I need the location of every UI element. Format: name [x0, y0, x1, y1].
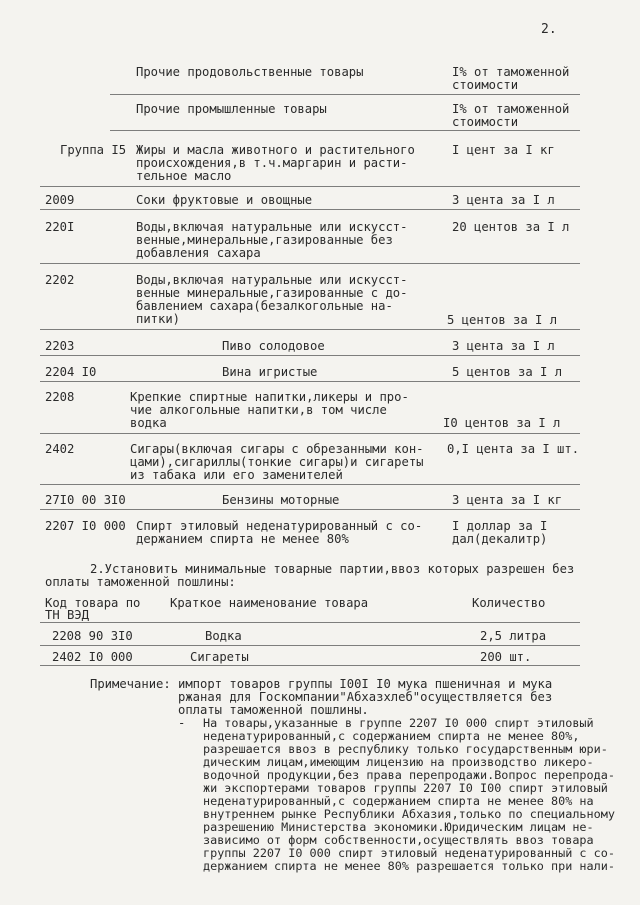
row-desc: водка — [130, 416, 167, 430]
row-desc: из табака или его заменителей — [130, 468, 343, 482]
row-desc: Воды,включая натуральные или искусст- — [136, 273, 408, 287]
note-line: жи экспортерами товаров группы 2207 I0 I00 спирт этиловый — [203, 781, 608, 795]
row-rate: I цент за I кг — [452, 143, 555, 157]
row-desc: чие алкогольные напитки,в том числе — [130, 403, 387, 417]
row-rate: 5 центов за I л — [452, 365, 563, 379]
note-line: разрешению Министерства экономики.Юридическим лицам не- — [203, 820, 594, 834]
note-line: неденатурированный,с содержанием спирта не менее 80% на — [203, 794, 594, 808]
table2-row-code: 2208 90 3I0 — [52, 629, 133, 643]
note-line: внутреннем рынке Республики Абхазия,только по специальному — [203, 807, 615, 821]
row-code: 2208 — [45, 390, 75, 404]
row-desc: Пиво солодовое — [222, 339, 325, 353]
note-dash: - — [178, 716, 186, 730]
note-line: зависимо от форм собственности,осуществлять ввоз товара — [203, 833, 594, 847]
note-line: держанием спирта не менее 80% разрешается только при нали- — [203, 859, 615, 873]
row-desc: Соки фруктовые и овощные — [136, 193, 313, 207]
note-line: оплаты таможенной пошлины. — [178, 703, 369, 717]
row-rate: I0 центов за I л — [443, 416, 561, 430]
row-desc: Воды,включая натуральные или искусст- — [136, 220, 408, 234]
row-rate: 20 центов за I л — [452, 220, 570, 234]
row-rate: 3 цента за I кг — [452, 493, 563, 507]
row-rate: стоимости — [452, 78, 519, 92]
row-desc: питки) — [136, 312, 181, 326]
table2-header-name: Краткое наименование товара — [170, 596, 369, 610]
row-rate: 0,I цента за I шт. — [447, 442, 580, 456]
row-code: Группа I5 — [60, 143, 127, 157]
row-divider — [40, 263, 580, 264]
row-rate: I доллар за I — [452, 519, 548, 533]
row-rate: 3 цента за I л — [452, 193, 555, 207]
row-divider — [110, 130, 580, 131]
row-desc: Прочие продовольственные товары — [136, 65, 364, 79]
row-divider — [40, 509, 580, 510]
row-desc: происхождения,в т.ч.маргарин и расти- — [136, 156, 408, 170]
row-code: 220I — [45, 220, 75, 234]
note-line: импорт товаров группы I00I I0 мука пшеничная и мука — [178, 677, 553, 691]
note-line: На товары,указанные в группе 2207 I0 000 спирт этиловый — [203, 716, 594, 730]
row-rate: I% от таможенной — [452, 102, 570, 116]
row-desc: тельное масло — [136, 169, 232, 183]
row-divider — [40, 484, 580, 485]
note-label: Примечание: — [90, 677, 171, 691]
row-desc: бавлением сахара(безалкогольные на- — [136, 299, 393, 313]
row-desc: Прочие промышленные товары — [136, 102, 327, 116]
row-desc: Сигары(включая сигары с обрезанными кон- — [130, 442, 424, 456]
note-line: группы 2207 I0 000 спирт этиловый неденатурированный с со- — [203, 846, 615, 860]
row-divider — [40, 209, 580, 210]
table2-divider — [40, 645, 580, 646]
row-code: 2204 I0 — [45, 365, 97, 379]
row-code: 2009 — [45, 193, 75, 207]
table2-header-qty: Количество — [472, 596, 546, 610]
row-desc: Жиры и масла животного и растительного — [136, 143, 415, 157]
row-desc: венные,минеральные,газированные без — [136, 233, 393, 247]
row-desc: держанием спирта не менее 80% — [136, 532, 349, 546]
table2-row-name: Сигареты — [190, 650, 249, 664]
row-code: 2203 — [45, 339, 75, 353]
note-line: дическим лицам,имеющим лицензию на производство ликеро- — [203, 755, 594, 769]
table2-divider — [40, 622, 580, 623]
row-desc: Бензины моторные — [222, 493, 340, 507]
page-number: 2. — [541, 22, 557, 37]
row-desc: венные минеральные,газированные с до- — [136, 286, 408, 300]
table2-row-name: Водка — [205, 629, 242, 643]
row-code: 27I0 00 3I0 — [45, 493, 126, 507]
row-rate: 3 цента за I л — [452, 339, 555, 353]
row-divider — [40, 433, 580, 434]
note-line: неденатурированный,с содержанием спирта не менее 80%, — [203, 729, 580, 743]
section-2-heading: оплаты таможенной пошлины: — [45, 575, 236, 589]
row-code: 2202 — [45, 273, 75, 287]
table2-divider — [40, 665, 580, 666]
note-line: разрешается ввоз в республику только государственным юри- — [203, 742, 608, 756]
table2-row-code: 2402 I0 000 — [52, 650, 133, 664]
row-rate: дал(декалитр) — [452, 532, 548, 546]
row-code: 2207 I0 000 — [45, 519, 126, 533]
row-divider — [40, 355, 580, 356]
row-divider — [40, 186, 580, 187]
row-desc: цами),сигариллы(тонкие сигары)и сигареты — [130, 455, 424, 469]
row-code: 2402 — [45, 442, 75, 456]
table2-row-qty: 200 шт. — [480, 650, 532, 664]
row-desc: добавления сахара — [136, 246, 261, 260]
row-divider — [40, 381, 580, 382]
table2-header-code: ТН ВЭД — [45, 608, 90, 622]
row-desc: Крепкие спиртные напитки,ликеры и про- — [130, 390, 409, 404]
note-line: водочной продукции,без права перепродажи.Вопрос перепрода- — [203, 768, 615, 782]
row-rate: 5 центов за I л — [447, 313, 558, 327]
row-divider — [110, 94, 580, 95]
row-desc: Спирт этиловый неденатурированный с со- — [136, 519, 423, 533]
row-rate: стоимости — [452, 115, 519, 129]
note-line: ржаная для Госкомпании"Абхазхлеб"осуществляется без — [178, 690, 553, 704]
table2-header-code: Код товара по — [45, 596, 141, 610]
table2-row-qty: 2,5 литра — [480, 629, 547, 643]
section-2-heading: 2.Установить минимальные товарные партии,ввоз которых разрешен без — [90, 562, 575, 576]
row-rate: I% от таможенной — [452, 65, 570, 79]
row-desc: Вина игристые — [222, 365, 318, 379]
row-divider — [40, 329, 580, 330]
